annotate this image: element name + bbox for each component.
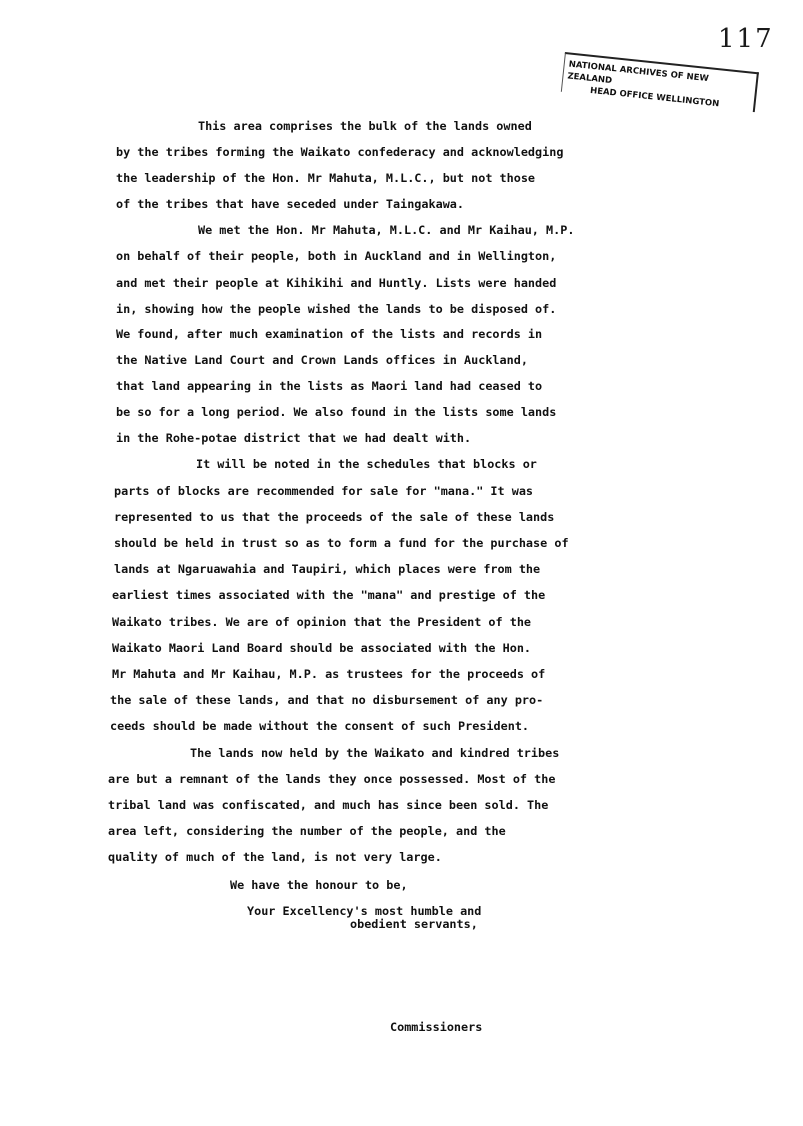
paragraph-line: and met their people at Kihikihi and Huntly. Lists were handed [116,276,557,290]
paragraph-line: lands at Ngaruawahia and Taupiri, which places were from the [114,562,541,576]
paragraph-line: parts of blocks are recommended for sale for "mana." It was [114,484,534,498]
paragraph-line: earliest times associated with the "mana" and prestige of the [112,588,546,602]
paragraph-line: the Native Land Court and Crown Lands offices in Auckland, [116,353,528,367]
paragraph-line: should be held in trust so as to form a fund for the purchase of [114,536,569,550]
paragraph-line: represented to us that the proceeds of the sale of these lands [114,510,555,524]
paragraph-line: We found, after much examination of the lists and records in [116,327,543,341]
page-number: 117 [718,24,774,54]
paragraph-line: quality of much of the land, is not very large. [108,850,442,864]
paragraph-line: This area comprises the bulk of the lands owned [198,119,532,133]
closing-servants-line-2: obedient servants, [350,917,478,931]
paragraph-line: of the tribes that have seceded under Taingakawa. [116,197,465,211]
paragraph-line: Mr Mahuta and Mr Kaihau, M.P. as trustees for the proceeds of [112,667,546,681]
archives-stamp [561,52,759,112]
paragraph-line: ceeds should be made without the consent of such President. [110,719,530,733]
signatory: Commissioners [390,1020,483,1034]
paragraph-line: area left, considering the number of the people, and the [108,824,506,838]
paragraph-line: the leadership of the Hon. Mr Mahuta, M.L.C., but not those [116,171,536,185]
paragraph-line: that land appearing in the lists as Maori land had ceased to [116,379,543,393]
paragraph-line: the sale of these lands, and that no disbursement of any pro- [110,693,544,707]
paragraph-line: tribal land was confiscated, and much has since been sold. The [108,798,549,812]
paragraph-line: It will be noted in the schedules that blocks or [196,457,537,471]
paragraph-line: by the tribes forming the Waikato confederacy and acknowledging [116,145,564,159]
paragraph-line: The lands now held by the Waikato and kindred tribes [190,746,560,760]
paragraph-line: Waikato Maori Land Board should be associated with the Hon. [112,641,532,655]
paragraph-line: be so for a long period. We also found in the lists some lands [116,405,557,419]
paragraph-line: are but a remnant of the lands they once possessed. Most of the [108,772,556,786]
closing-honour: We have the honour to be, [230,878,408,892]
closing-servants-line-1: Your Excellency's most humble and [247,904,482,918]
paragraph-line: Waikato tribes. We are of opinion that the President of the [112,615,532,629]
stamp-line-2: HEAD OFFICE WELLINGTON [589,85,720,110]
stamp-line-1: NATIONAL ARCHIVES OF NEW ZEALAND [566,59,710,87]
paragraph-line: in the Rohe-potae district that we had dealt with. [116,431,472,445]
paragraph-line: in, showing how the people wished the lands to be disposed of. [116,302,557,316]
paragraph-line: We met the Hon. Mr Mahuta, M.L.C. and Mr Kaihau, M.P. [198,223,575,237]
paragraph-line: on behalf of their people, both in Auckland and in Wellington, [116,249,557,263]
